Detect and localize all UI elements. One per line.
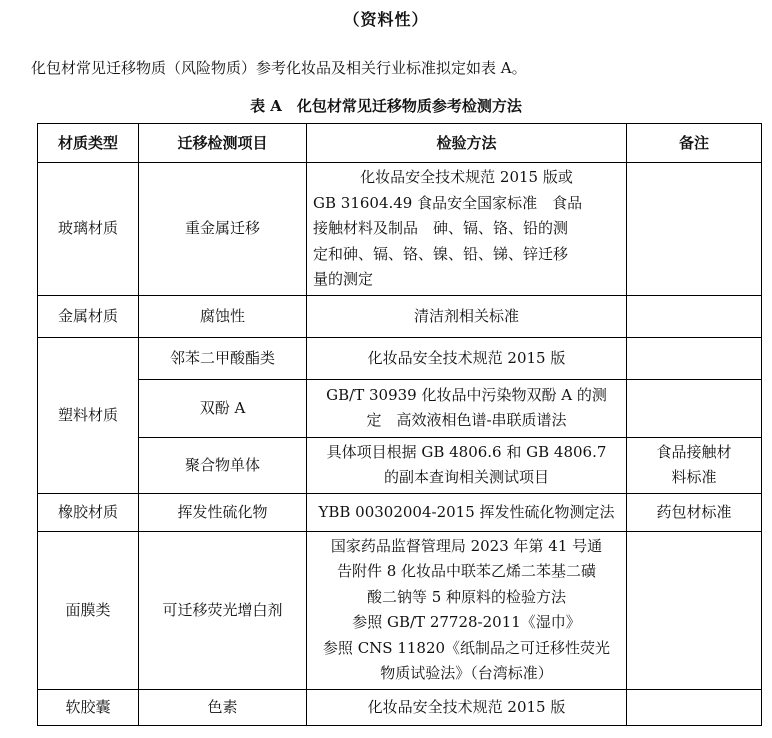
header-test-item: 迁移检测项目 <box>139 124 307 163</box>
method-line: 的副本查询相关测试项目 <box>383 468 549 486</box>
cell-material: 金属材质 <box>38 295 139 337</box>
cell-remarks <box>627 337 762 379</box>
remark-line: 食品接触材 <box>656 442 732 461</box>
cell-material: 面膜类 <box>38 531 139 689</box>
cell-test-item: 双酚 A <box>139 379 307 437</box>
cell-remarks <box>627 531 762 689</box>
table-row-plastic-monomer <box>38 437 762 493</box>
cell-remarks <box>627 379 762 437</box>
intro-paragraph: 化包材常见迁移物质（风险物质）参考化妆品及相关行业标准拟定如表 A。 <box>31 59 527 77</box>
method-line: 告附件 8 化妆品中联苯乙烯二苯基二磺 <box>336 562 597 580</box>
method-line: 酸二钠等 5 种原料的检验方法 <box>366 587 567 606</box>
method-line: 物质试验法》（台湾标准） <box>380 664 553 682</box>
cell-test-method: YBB 00302004-2015 挥发性硫化物测定法 <box>307 493 627 531</box>
cell-test-item: 腐蚀性 <box>139 295 307 337</box>
remark-line: 料标准 <box>671 468 717 486</box>
method-line: 参照 GB/T 27728-2011《湿巾》 <box>352 613 581 631</box>
table-row-plastic-bpa <box>38 379 762 437</box>
method-line: 国家药品监督管理局 2023 年第 41 号通 <box>330 536 603 555</box>
cell-test-method <box>307 531 627 689</box>
cell-test-method: 化妆品安全技术规范 2015 版 <box>307 689 627 725</box>
cell-test-item: 挥发性硫化物 <box>139 493 307 531</box>
table-caption: 表 A 化包材常见迁移物质参考检测方法 <box>250 97 522 115</box>
migration-test-table <box>37 123 762 726</box>
cell-test-item: 可迁移荧光增白剂 <box>139 531 307 689</box>
header-material-type: 材质类型 <box>38 124 139 163</box>
table-header-row <box>38 124 762 163</box>
method-line: GB/T 30939 化妆品中污染物双酚 A 的测 <box>326 385 607 404</box>
cell-test-method: 化妆品安全技术规范 2015 版 <box>307 337 627 379</box>
header-remarks: 备注 <box>627 124 762 163</box>
table-row-plastic-phthalates <box>38 337 762 379</box>
cell-test-method <box>307 437 627 493</box>
method-line: 接触材料及制品 砷、镉、铬、铅的测 <box>313 219 569 237</box>
table-row-glass <box>38 163 762 296</box>
method-line: 定和砷、镉、铬、镍、铅、锑、锌迁移 <box>313 244 569 263</box>
cell-material: 橡胶材质 <box>38 493 139 531</box>
cell-remarks: 药包材标准 <box>627 493 762 531</box>
cell-test-method: 清洁剂相关标准 <box>307 295 627 337</box>
method-line: 化妆品安全技术规范 2015 版或 <box>360 168 573 186</box>
cell-material: 软胶囊 <box>38 689 139 725</box>
cell-test-item: 色素 <box>139 689 307 725</box>
table-row-softgel <box>38 689 762 725</box>
table-row-rubber <box>38 493 762 531</box>
section-heading: （资料性） <box>343 10 429 29</box>
table-row-metal <box>38 295 762 337</box>
method-line: 参照 CNS 11820《纸制品之可迁移性荧光 <box>322 638 611 657</box>
header-test-method: 检验方法 <box>307 124 627 163</box>
table-row-mask <box>38 531 762 689</box>
cell-remarks <box>627 689 762 725</box>
cell-remarks <box>627 295 762 337</box>
cell-material: 塑料材质 <box>38 337 139 493</box>
cell-material: 玻璃材质 <box>38 163 139 296</box>
cell-remarks <box>627 437 762 493</box>
cell-test-item: 邻苯二甲酸酯类 <box>139 337 307 379</box>
cell-test-item: 聚合物单体 <box>139 437 307 493</box>
cell-test-item: 重金属迁移 <box>139 163 307 296</box>
cell-test-method <box>307 379 627 437</box>
method-line: 量的测定 <box>313 270 374 288</box>
cell-test-method <box>307 163 627 296</box>
method-line: GB 31604.49 食品安全国家标准 食品 <box>313 193 583 212</box>
cell-remarks <box>627 163 762 296</box>
method-line: 具体项目根据 GB 4806.6 和 GB 4806.7 <box>326 442 607 461</box>
method-line: 定 高效液相色谱-串联质谱法 <box>366 411 567 429</box>
